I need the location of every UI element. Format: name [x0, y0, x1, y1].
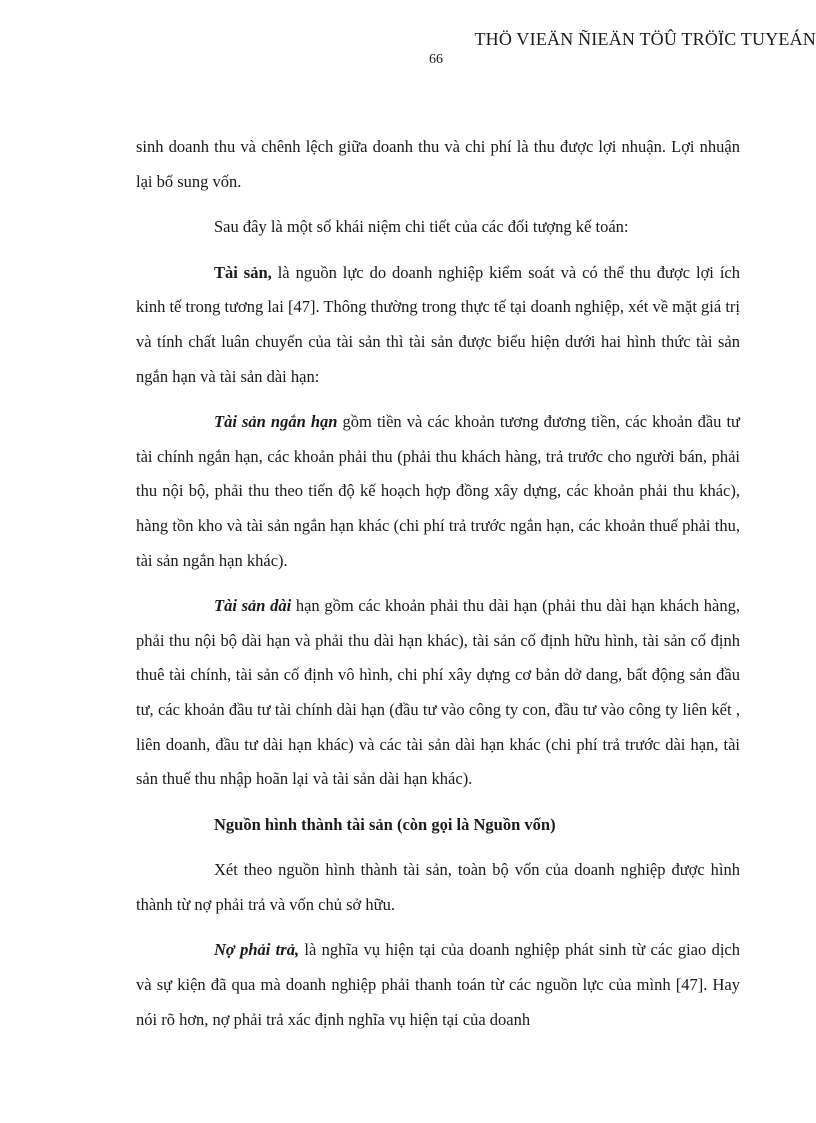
- assets-definition: là nguồn lực do doanh nghiệp kiểm soát và có thể thu được lợi ích kinh tế trong tương lai [47]. Thông thường trong thực tế tại doanh nghiệp, xét về mặt giá trị và tính chất luân chuyển của tài sản thì tài sản được biểu hiện dưới hai hình thức tài sản ngắn hạn và tài sản dài hạn:: [136, 262, 740, 386]
- page-number: 66: [429, 52, 443, 67]
- section-heading-capital-sources: Nguồn hình thành tài sản (còn gọi là Nguồn vốn): [214, 814, 556, 834]
- paragraph-long-term-assets: [136, 589, 740, 797]
- short-term-assets-definition: gồm tiền và các khoản tương đương tiền, các khoản đầu tư tài chính ngắn hạn, các khoản phải thu (phải thu khách hàng, trả trước cho người bán, phải thu nội bộ, phải thu theo tiến độ kế hoạch hợp đồng xây dựng, các khoản phải thu khác), hàng tồn kho và tài sản ngắn hạn khác (chi phí trả trước ngắn hạn, các khoản thuế phải thu, tài sản ngắn hạn khác).: [136, 412, 740, 570]
- liabilities-definition: là nghĩa vụ hiện tại của doanh nghiệp phát sinh từ các giao dịch và sự kiện đã qua mà doanh nghiệp phải thanh toán từ các nguồn lực của mình [47]. Hay nói rõ hơn, nợ phải trả xác định nghĩa vụ hiện tại của doanh: [136, 940, 740, 1029]
- paragraph-short-term-assets: [136, 405, 740, 578]
- paragraph-intro: Sau đây là một số khái niệm chi tiết của các đối tượng kế toán:: [214, 217, 629, 237]
- paragraph-revenue: sinh doanh thu và chênh lệch giữa doanh thu và chi phí là thu được lợi nhuận. Lợi nhuận lại bổ sung vốn.: [136, 137, 740, 191]
- paragraph-liabilities: [136, 933, 740, 1037]
- term-liabilities: Nợ phải trả,: [214, 940, 300, 960]
- paragraph-capital-sources: Xét theo nguồn hình thành tài sản, toàn bộ vốn của doanh nghiệp được hình thành từ nợ phải trả và vốn chủ sở hữu.: [136, 860, 740, 914]
- long-term-assets-definition: hạn gồm các khoản phải thu dài hạn (phải thu dài hạn khách hàng, phải thu nội bộ dài hạn và phải thu dài hạn khác), tài sản cố định hữu hình, tài sản cố định thuê tài chính, tài sản cố định vô hình, chi phí xây dựng cơ bản dở dang, bất động sản đầu tư, các khoản đầu tư tài chính dài hạn (đầu tư vào công ty con, đầu tư vào công ty liên kết , liên doanh, đầu tư dài hạn khác) và các tài sản dài hạn khác (chi phí trả trước dài hạn, tài sản thuế thu nhập hoãn lại và tài sản dài hạn khác).: [136, 596, 740, 789]
- header-title: THÖ VIEÄN ÑIEÄN TÖÛ TRÖÏC TUYEÁN: [474, 29, 816, 49]
- term-long-term-assets: Tài sản dài: [214, 596, 292, 616]
- page-body: [136, 130, 740, 1037]
- term-assets: Tài sản,: [214, 262, 272, 282]
- paragraph-assets: [136, 256, 740, 394]
- term-short-term-assets: Tài sản ngắn hạn: [214, 412, 338, 432]
